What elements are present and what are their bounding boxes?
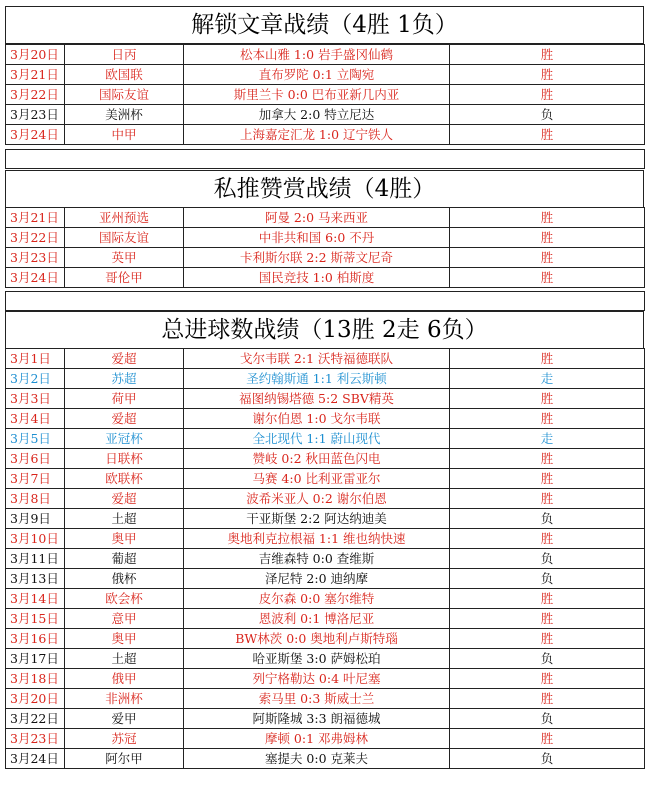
- date-cell: 3月23日: [6, 248, 65, 268]
- match-cell: 松本山雅 1:0 岩手盛冈仙鹤: [184, 45, 450, 65]
- result-cell: 胜: [450, 529, 645, 549]
- match-cell: 福图纳锡塔德 5:2 SBV精英: [184, 389, 450, 409]
- league-cell: 阿尔甲: [65, 749, 184, 769]
- spacer-cell: [6, 292, 645, 311]
- section-spacer-row: [5, 149, 645, 169]
- record-row: [6, 208, 645, 228]
- match-cell: 戈尔韦联 2:1 沃特福德联队: [184, 349, 450, 369]
- date-cell: 3月9日: [6, 509, 65, 529]
- total-goals-record-table: [5, 348, 645, 769]
- record-row: [6, 449, 645, 469]
- league-cell: 日丙: [65, 45, 184, 65]
- result-cell: 负: [450, 709, 645, 729]
- date-cell: 3月22日: [6, 85, 65, 105]
- record-row: [6, 65, 645, 85]
- record-row: [6, 609, 645, 629]
- date-cell: 3月2日: [6, 369, 65, 389]
- date-cell: 3月14日: [6, 589, 65, 609]
- match-cell: 泽尼特 2:0 迪纳摩: [184, 569, 450, 589]
- result-cell: 胜: [450, 669, 645, 689]
- result-cell: 胜: [450, 589, 645, 609]
- date-cell: 3月4日: [6, 409, 65, 429]
- record-row: [6, 429, 645, 449]
- record-row: [6, 649, 645, 669]
- match-cell: 加拿大 2:0 特立尼达: [184, 105, 450, 125]
- match-cell: 谢尔伯恩 1:0 戈尔韦联: [184, 409, 450, 429]
- league-cell: 中甲: [65, 125, 184, 145]
- record-row: [6, 509, 645, 529]
- record-row: [6, 228, 645, 248]
- section-title-private: [5, 170, 644, 208]
- record-row: [6, 569, 645, 589]
- date-cell: 3月6日: [6, 449, 65, 469]
- date-cell: 3月13日: [6, 569, 65, 589]
- league-cell: 日联杯: [65, 449, 184, 469]
- date-cell: 3月22日: [6, 709, 65, 729]
- date-cell: 3月10日: [6, 529, 65, 549]
- result-cell: 负: [450, 509, 645, 529]
- date-cell: 3月23日: [6, 105, 65, 125]
- match-cell: 奥地利克拉根福 1:1 维也纳快速: [184, 529, 450, 549]
- result-cell: 胜: [450, 228, 645, 248]
- record-row: [6, 489, 645, 509]
- result-cell: 负: [450, 649, 645, 669]
- result-cell: 胜: [450, 85, 645, 105]
- league-cell: 美洲杯: [65, 105, 184, 125]
- league-cell: 爱甲: [65, 709, 184, 729]
- result-cell: 负: [450, 569, 645, 589]
- league-cell: 爱超: [65, 489, 184, 509]
- league-cell: 荷甲: [65, 389, 184, 409]
- record-row: [6, 529, 645, 549]
- match-cell: 上海嘉定汇龙 1:0 辽宁铁人: [184, 125, 450, 145]
- record-row: [6, 549, 645, 569]
- spacer-cell: [6, 150, 645, 169]
- league-cell: 苏冠: [65, 729, 184, 749]
- record-row: [6, 409, 645, 429]
- record-row: [6, 268, 645, 288]
- result-cell: 胜: [450, 489, 645, 509]
- record-row: [6, 749, 645, 769]
- record-row: [6, 389, 645, 409]
- match-cell: BW林茨 0:0 奥地利卢斯特瑙: [184, 629, 450, 649]
- result-cell: 胜: [450, 609, 645, 629]
- league-cell: 土超: [65, 649, 184, 669]
- record-row: [6, 589, 645, 609]
- league-cell: 哥伦甲: [65, 268, 184, 288]
- league-cell: 欧国联: [65, 65, 184, 85]
- section-heading: 解锁文章战绩（4胜 1负）: [191, 12, 458, 38]
- date-cell: 3月24日: [6, 749, 65, 769]
- match-cell: 阿斯隆城 3:3 朗福德城: [184, 709, 450, 729]
- match-cell: 全北现代 1:1 蔚山现代: [184, 429, 450, 449]
- match-cell: 波希米亚人 0:2 谢尔伯恩: [184, 489, 450, 509]
- match-cell: 恩波利 0:1 博洛尼亚: [184, 609, 450, 629]
- section-heading: 私推赞赏战绩（4胜）: [213, 176, 436, 202]
- league-cell: 欧联杯: [65, 469, 184, 489]
- league-cell: 英甲: [65, 248, 184, 268]
- league-cell: 欧会杯: [65, 589, 184, 609]
- result-cell: 胜: [450, 45, 645, 65]
- league-cell: 苏超: [65, 369, 184, 389]
- league-cell: 奥甲: [65, 529, 184, 549]
- result-cell: 走: [450, 429, 645, 449]
- date-cell: 3月8日: [6, 489, 65, 509]
- league-cell: 非洲杯: [65, 689, 184, 709]
- record-row: [6, 105, 645, 125]
- result-cell: 胜: [450, 125, 645, 145]
- result-cell: 胜: [450, 409, 645, 429]
- date-cell: 3月21日: [6, 208, 65, 228]
- league-cell: 国际友谊: [65, 228, 184, 248]
- date-cell: 3月20日: [6, 689, 65, 709]
- match-cell: 赞岐 0:2 秋田蓝色闪电: [184, 449, 450, 469]
- record-row: [6, 349, 645, 369]
- private-record-table: [5, 207, 645, 288]
- date-cell: 3月24日: [6, 268, 65, 288]
- result-cell: 胜: [450, 689, 645, 709]
- record-row: [6, 669, 645, 689]
- match-cell: 圣约翰斯通 1:1 利云斯顿: [184, 369, 450, 389]
- result-cell: 胜: [450, 268, 645, 288]
- date-cell: 3月23日: [6, 729, 65, 749]
- record-row: [6, 369, 645, 389]
- result-cell: 胜: [450, 389, 645, 409]
- date-cell: 3月17日: [6, 649, 65, 669]
- date-cell: 3月22日: [6, 228, 65, 248]
- result-cell: 负: [450, 749, 645, 769]
- league-cell: 亚冠杯: [65, 429, 184, 449]
- result-cell: 胜: [450, 248, 645, 268]
- league-cell: 奥甲: [65, 629, 184, 649]
- date-cell: 3月11日: [6, 549, 65, 569]
- result-cell: 胜: [450, 208, 645, 228]
- league-cell: 俄甲: [65, 669, 184, 689]
- record-row: [6, 689, 645, 709]
- date-cell: 3月16日: [6, 629, 65, 649]
- unlock-record-table: [5, 44, 645, 145]
- league-cell: 亚州预选: [65, 208, 184, 228]
- match-cell: 索马里 0:3 斯威士兰: [184, 689, 450, 709]
- match-cell: 吉维森特 0:0 查维斯: [184, 549, 450, 569]
- league-cell: 爱超: [65, 409, 184, 429]
- match-cell: 斯里兰卡 0:0 巴布亚新几内亚: [184, 85, 450, 105]
- match-cell: 国民竞技 1:0 柏斯度: [184, 268, 450, 288]
- record-row: [6, 45, 645, 65]
- record-row: [6, 248, 645, 268]
- date-cell: 3月1日: [6, 349, 65, 369]
- section-heading: 总进球数战绩（13胜 2走 6负）: [161, 317, 488, 343]
- record-row: [6, 125, 645, 145]
- match-cell: 阿曼 2:0 马来西亚: [184, 208, 450, 228]
- league-cell: 俄杯: [65, 569, 184, 589]
- date-cell: 3月15日: [6, 609, 65, 629]
- record-row: [6, 709, 645, 729]
- result-cell: 胜: [450, 629, 645, 649]
- section-spacer-row: [5, 291, 645, 311]
- result-cell: 走: [450, 369, 645, 389]
- record-row: [6, 85, 645, 105]
- match-cell: 列宁格勒达 0:4 叶尼塞: [184, 669, 450, 689]
- match-cell: 马赛 4:0 比利亚雷亚尔: [184, 469, 450, 489]
- record-row: [6, 469, 645, 489]
- section-title-unlock: [5, 6, 644, 44]
- date-cell: 3月18日: [6, 669, 65, 689]
- match-cell: 干亚斯堡 2:2 阿达纳迪美: [184, 509, 450, 529]
- record-row: [6, 729, 645, 749]
- date-cell: 3月24日: [6, 125, 65, 145]
- result-cell: 负: [450, 105, 645, 125]
- date-cell: 3月3日: [6, 389, 65, 409]
- result-cell: 胜: [450, 349, 645, 369]
- result-cell: 胜: [450, 469, 645, 489]
- match-cell: 直布罗陀 0:1 立陶宛: [184, 65, 450, 85]
- result-cell: 胜: [450, 65, 645, 85]
- result-cell: 胜: [450, 729, 645, 749]
- match-cell: 塞提夫 0:0 克莱夫: [184, 749, 450, 769]
- section-title-total-goals: [5, 311, 644, 349]
- date-cell: 3月21日: [6, 65, 65, 85]
- match-cell: 哈亚斯堡 3:0 萨姆松珀: [184, 649, 450, 669]
- match-cell: 卡利斯尔联 2:2 斯蒂文尼奇: [184, 248, 450, 268]
- date-cell: 3月7日: [6, 469, 65, 489]
- date-cell: 3月20日: [6, 45, 65, 65]
- date-cell: 3月5日: [6, 429, 65, 449]
- match-cell: 皮尔森 0:0 塞尔维特: [184, 589, 450, 609]
- league-cell: 国际友谊: [65, 85, 184, 105]
- league-cell: 意甲: [65, 609, 184, 629]
- result-cell: 胜: [450, 449, 645, 469]
- match-cell: 中非共和国 6:0 不丹: [184, 228, 450, 248]
- league-cell: 葡超: [65, 549, 184, 569]
- league-cell: 土超: [65, 509, 184, 529]
- league-cell: 爱超: [65, 349, 184, 369]
- result-cell: 负: [450, 549, 645, 569]
- record-row: [6, 629, 645, 649]
- match-cell: 摩顿 0:1 邓弗姆林: [184, 729, 450, 749]
